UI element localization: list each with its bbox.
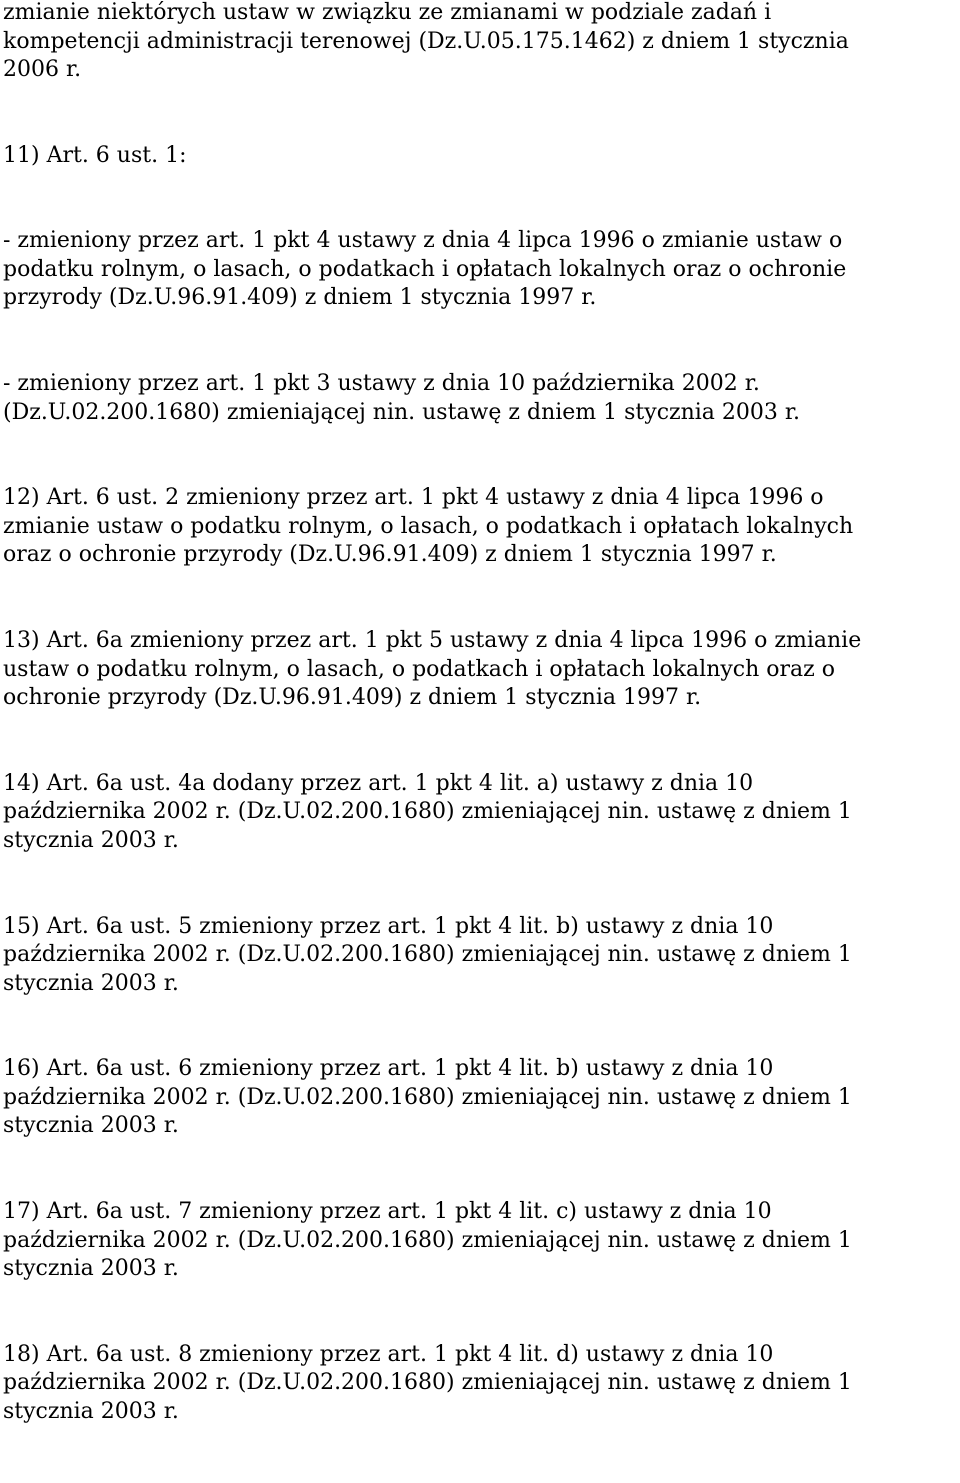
paragraph [3, 1198, 861, 1284]
paragraph [3, 370, 861, 427]
paragraph [3, 1341, 861, 1427]
text-line: 15) Art. 6a ust. 5 zmieniony przez art. 1 pkt 4 lit. b) ustawy z dnia 10 [3, 913, 774, 939]
text-line: 2006 r. [3, 57, 82, 83]
text-line: 14) Art. 6a ust. 4a dodany przez art. 1 pkt 4 lit. a) ustawy z dnia 10 [3, 770, 754, 796]
text-line: 17) Art. 6a ust. 7 zmieniony przez art. 1 pkt 4 lit. c) ustawy z dnia 10 [3, 1198, 772, 1224]
text-line: października 2002 r. (Dz.U.02.200.1680) zmieniającej nin. ustawę z dniem 1 [3, 799, 852, 825]
paragraph [3, 142, 861, 171]
text-line: października 2002 r. (Dz.U.02.200.1680) zmieniającej nin. ustawę z dniem 1 [3, 1084, 852, 1110]
text-line: stycznia 2003 r. [3, 827, 179, 853]
text-line: kompetencji administracji terenowej (Dz.U.05.175.1462) z dniem 1 stycznia [3, 28, 849, 54]
text-line: października 2002 r. (Dz.U.02.200.1680) zmieniającej nin. ustawę z dniem 1 [3, 1370, 852, 1396]
text-line: października 2002 r. (Dz.U.02.200.1680) zmieniającej nin. ustawę z dniem 1 [3, 1227, 852, 1253]
text-line: ustaw o podatku rolnym, o lasach, o podatkach i opłatach lokalnych oraz o [3, 656, 835, 682]
paragraph [3, 627, 861, 713]
document-body [3, 0, 861, 1483]
text-line: oraz o ochronie przyrody (Dz.U.96.91.409) z dniem 1 stycznia 1997 r. [3, 542, 777, 568]
text-line: zmianie ustaw o podatku rolnym, o lasach, o podatkach i opłatach lokalnych [3, 513, 854, 539]
text-line: stycznia 2003 r. [3, 970, 179, 996]
text-line: stycznia 2003 r. [3, 1398, 179, 1424]
text-line: (Dz.U.02.200.1680) zmieniającej nin. ustawę z dniem 1 stycznia 2003 r. [3, 399, 800, 425]
paragraph [3, 913, 861, 999]
text-line: - zmieniony przez art. 1 pkt 4 ustawy z dnia 4 lipca 1996 o zmianie ustaw o [3, 228, 843, 254]
text-line: 11) Art. 6 ust. 1: [3, 142, 187, 168]
paragraph [3, 770, 861, 856]
paragraph [3, 0, 861, 85]
paragraph [3, 484, 861, 570]
text-line: przyrody (Dz.U.96.91.409) z dniem 1 stycznia 1997 r. [3, 285, 597, 311]
text-line: 16) Art. 6a ust. 6 zmieniony przez art. 1 pkt 4 lit. b) ustawy z dnia 10 [3, 1056, 774, 1082]
text-line: 18) Art. 6a ust. 8 zmieniony przez art. 1 pkt 4 lit. d) ustawy z dnia 10 [3, 1341, 774, 1367]
text-line: 13) Art. 6a zmieniony przez art. 1 pkt 5 ustawy z dnia 4 lipca 1996 o zmianie [3, 628, 862, 654]
text-line: stycznia 2003 r. [3, 1256, 179, 1282]
text-line: - zmieniony przez art. 1 pkt 3 ustawy z dnia 10 października 2002 r. [3, 371, 760, 397]
paragraph [3, 1055, 861, 1141]
text-line: zmianie niektórych ustaw w związku ze zmianami w podziale zadań i [3, 0, 772, 25]
text-line: podatku rolnym, o lasach, o podatkach i opłatach lokalnych oraz o ochronie [3, 256, 847, 282]
text-line: stycznia 2003 r. [3, 1113, 179, 1139]
text-line: października 2002 r. (Dz.U.02.200.1680) zmieniającej nin. ustawę z dniem 1 [3, 942, 852, 968]
text-line: 12) Art. 6 ust. 2 zmieniony przez art. 1 pkt 4 ustawy z dnia 4 lipca 1996 o [3, 485, 824, 511]
paragraph [3, 227, 861, 313]
text-line: ochronie przyrody (Dz.U.96.91.409) z dniem 1 stycznia 1997 r. [3, 685, 702, 711]
